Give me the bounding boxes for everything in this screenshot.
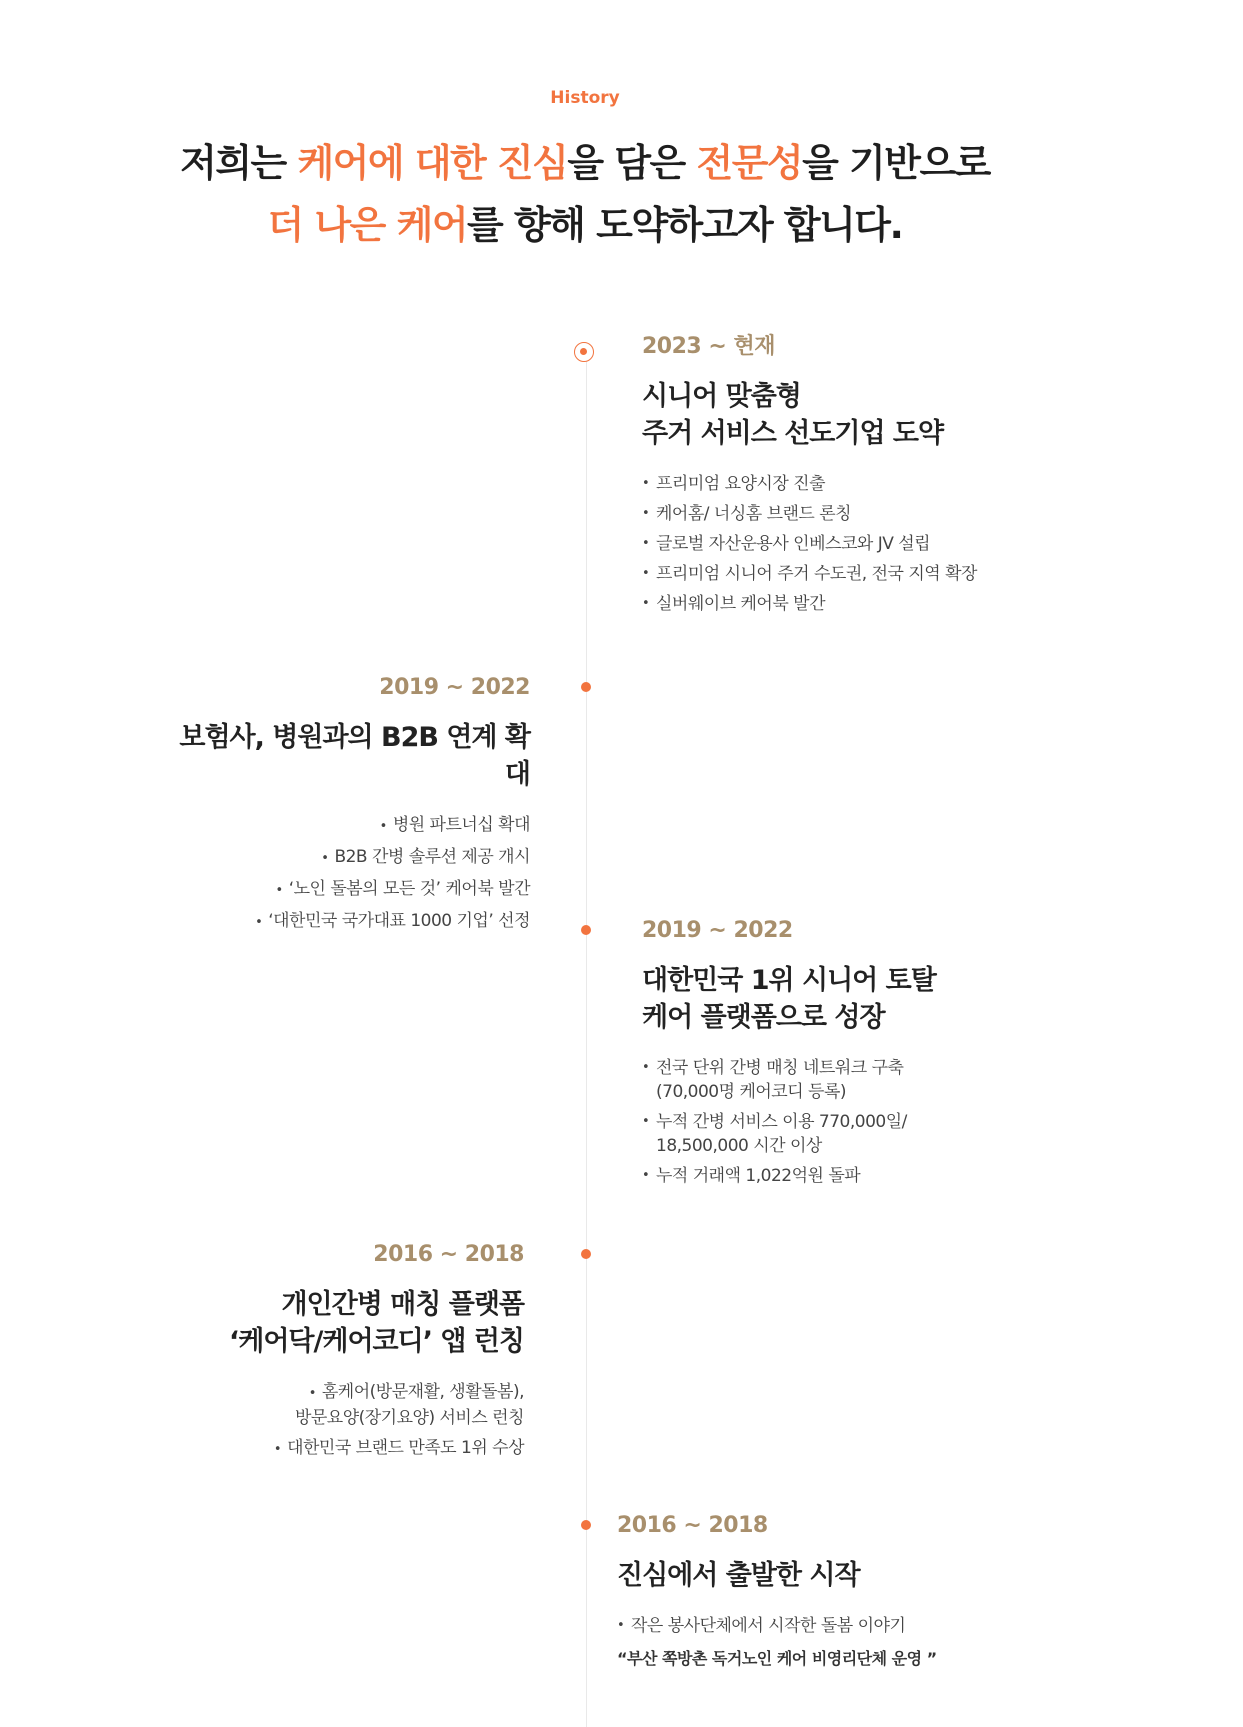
timeline-title-line: 개인간병 매칭 플랫폼 <box>281 1289 524 1320</box>
headline-highlight: 전문성 <box>696 141 803 185</box>
timeline-dot-icon <box>581 682 591 692</box>
timeline-item: • 전국 단위 간병 매칭 네트워크 구축 (70,000명 케어코디 등록) <box>642 1056 1002 1104</box>
timeline-item: • 프리미엄 시니어 주거 수도권, 전국 지역 확장 <box>642 562 1002 586</box>
timeline-title-line: 주거 서비스 선도기업 도약 <box>642 418 944 449</box>
timeline-period: 2016 ~ 2018 <box>373 1242 524 1267</box>
timeline-current-marker-icon <box>574 342 594 362</box>
page-headline <box>0 132 1170 256</box>
timeline-title <box>642 962 1002 1036</box>
timeline-item: • 누적 거래액 1,022억원 돌파 <box>642 1164 1002 1188</box>
timeline-entry-2023 <box>642 332 1002 622</box>
headline-segment: 을 담은 <box>567 141 697 185</box>
timeline-item: • ‘노인 돌봄의 모든 것’ 케어북 발간 <box>275 879 530 899</box>
timeline-title <box>617 1557 1037 1594</box>
headline-line-1 <box>0 132 1170 194</box>
timeline-entry-2016-app <box>164 1240 524 1468</box>
timeline-items <box>642 472 1002 616</box>
timeline-title-line: ‘케어닥/케어코디’ 앱 런칭 <box>229 1326 524 1357</box>
timeline-item: • 누적 간병 서비스 이용 770,000일/ 18,500,000 시간 이상 <box>642 1110 1002 1158</box>
timeline-title-line: 진심에서 출발한 시작 <box>617 1560 860 1591</box>
timeline-period: 2016 ~ 2018 <box>617 1513 768 1538</box>
timeline-dot-icon <box>581 925 591 935</box>
timeline-title-line: 시니어 맞춤형 <box>642 381 801 412</box>
timeline-items <box>642 1056 1002 1188</box>
timeline-item: • 병원 파트너십 확대 <box>379 815 530 835</box>
timeline-item: • 홈케어(방문재활, 생활돌봄), 방문요양(장기요양) 서비스 런칭 <box>294 1382 524 1428</box>
timeline-item: • 대한민국 브랜드 만족도 1위 수상 <box>273 1438 524 1458</box>
headline-segment: 저희는 <box>180 141 298 185</box>
timeline-items <box>170 813 530 935</box>
timeline-entry-2019-platform <box>642 916 1002 1194</box>
timeline-items <box>617 1614 1037 1638</box>
timeline-item: • ‘대한민국 국가대표 1000 기업’ 선정 <box>255 911 530 931</box>
timeline-title <box>170 719 530 793</box>
timeline-item: • 프리미엄 요양시장 진출 <box>642 472 1002 496</box>
headline-highlight: 케어에 대한 진심 <box>297 141 568 185</box>
timeline-quote: “부산 쪽방촌 독거노인 케어 비영리단체 운영 ” <box>617 1649 937 1668</box>
timeline-dot-icon <box>581 1249 591 1259</box>
headline-segment: 를 향해 도약하고자 합니다. <box>467 203 903 247</box>
headline-line-2 <box>0 194 1170 256</box>
timeline-item: • 작은 봉사단체에서 시작한 돌봄 이야기 <box>617 1614 1037 1638</box>
timeline-period: 2019 ~ 2022 <box>379 675 530 700</box>
timeline-items <box>164 1380 524 1462</box>
timeline-title-line: 보험사, 병원과의 B2B 연계 확대 <box>179 722 530 790</box>
timeline-dot-icon <box>581 1520 591 1530</box>
timeline-item: • 글로벌 자산운용사 인베스코와 JV 설립 <box>642 532 1002 556</box>
headline-highlight: 더 나은 케어 <box>267 203 468 247</box>
timeline-item: • 케어홈/ 너싱홈 브랜드 론칭 <box>642 502 1002 526</box>
timeline-entry-2016-start <box>617 1511 1037 1669</box>
timeline-item: • B2B 간병 솔루션 제공 개시 <box>321 847 530 867</box>
headline-segment: 을 기반으로 <box>802 141 990 185</box>
timeline-title-line: 대한민국 1위 시니어 토탈 <box>642 965 936 996</box>
timeline-item: • 실버웨이브 케어북 발간 <box>642 592 1002 616</box>
timeline-title <box>164 1286 524 1360</box>
timeline-period: 2023 ~ 현재 <box>642 334 775 359</box>
timeline-period: 2019 ~ 2022 <box>642 918 793 943</box>
timeline-title <box>642 378 1002 452</box>
section-eyebrow: History <box>550 88 620 108</box>
timeline-title-line: 케어 플랫폼으로 성장 <box>642 1002 885 1033</box>
timeline-entry-2019-b2b <box>170 673 530 941</box>
